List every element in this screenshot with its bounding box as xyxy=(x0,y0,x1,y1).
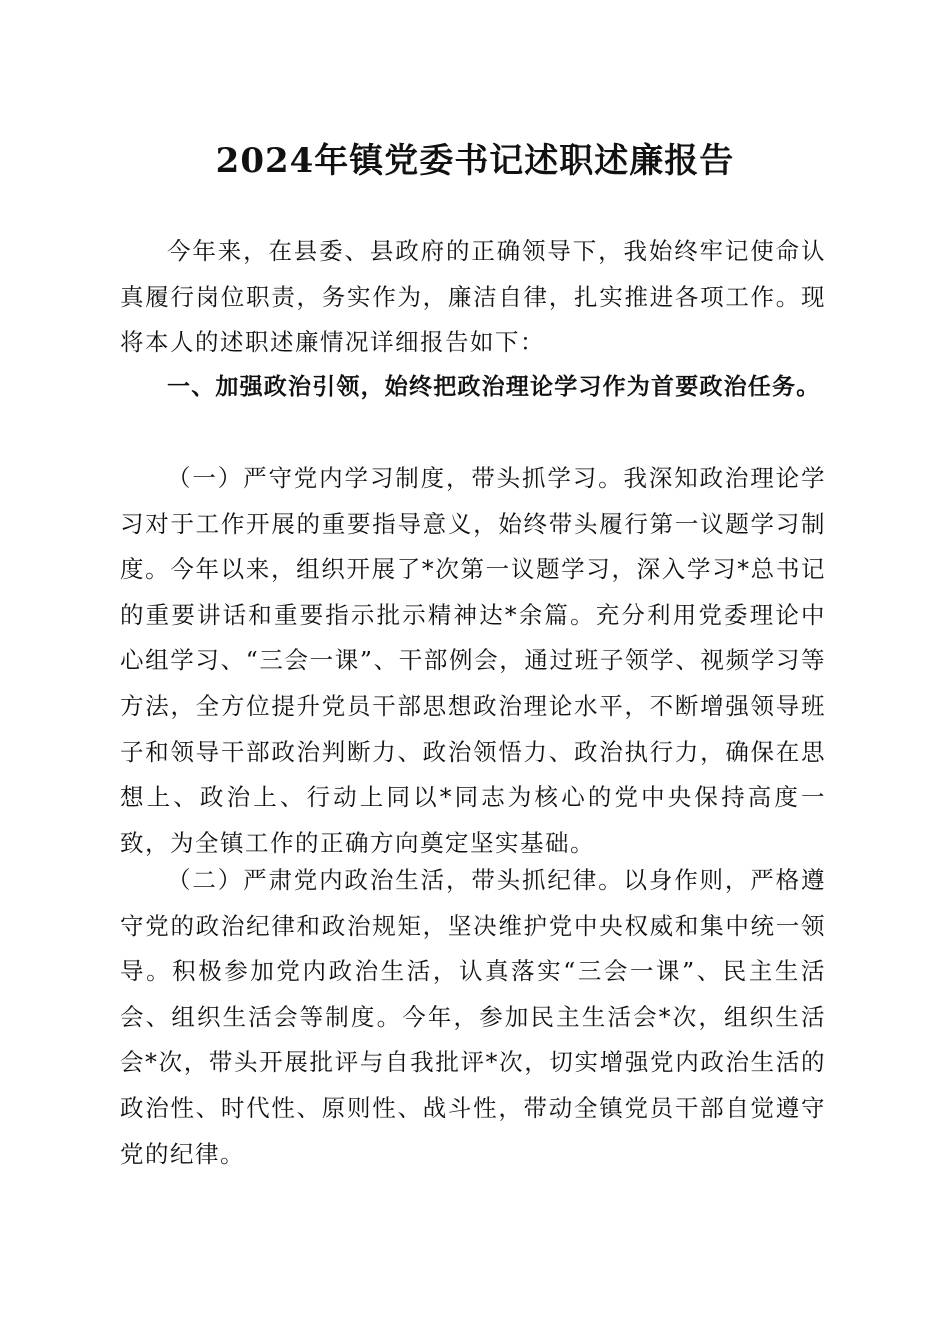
subsection-2-paragraph: （二）严肃党内政治生活，带头抓纪律。以身作则，严格遵守党的政治纪律和政治规矩，坚决维护党中央权威和集中统一领导。积极参加党内政治生活，认真落实“三会一课”、民主生活会、组织生活会等制度。今年，参加民主生活会*次，组织生活会*次，带头开展批评与自我批评*次，切实增强党内政治生活的政治性、时代性、原则性、战斗性，带动全镇党员干部自觉遵守党的纪律。 xyxy=(120,866,826,1168)
subsection-1-paragraph: （一）严守党内学习制度，带头抓学习。我深知政治理论学习对于工作开展的重要指导意义，始终带头履行第一议题学习制度。今年以来，组织开展了*次第一议题学习，深入学习*总书记的重要讲话和重要指示批示精神达*余篇。充分利用党委理论中心组学习、“三会一课”、干部例会，通过班子领学、视频学习等方法，全方位提升党员干部思想政治理论水平，不断增强领导班子和领导干部政治判断力、政治领悟力、政治执行力，确保在思想上、政治上、行动上同以*同志为核心的党中央保持高度一致，为全镇工作的正确方向奠定坚实基础。 xyxy=(120,464,826,857)
section-heading-1: 一、加强政治引领，始终把政治理论学习作为首要政治任务。 xyxy=(167,374,821,400)
intro-paragraph: 今年来，在县委、县政府的正确领导下，我始终牢记使命认真履行岗位职责，务实作为，廉洁自律，扎实推进各项工作。现将本人的述职述廉情况详细报告如下： xyxy=(120,237,826,357)
document-title: 2024年镇党委书记述职述廉报告 xyxy=(215,141,735,181)
